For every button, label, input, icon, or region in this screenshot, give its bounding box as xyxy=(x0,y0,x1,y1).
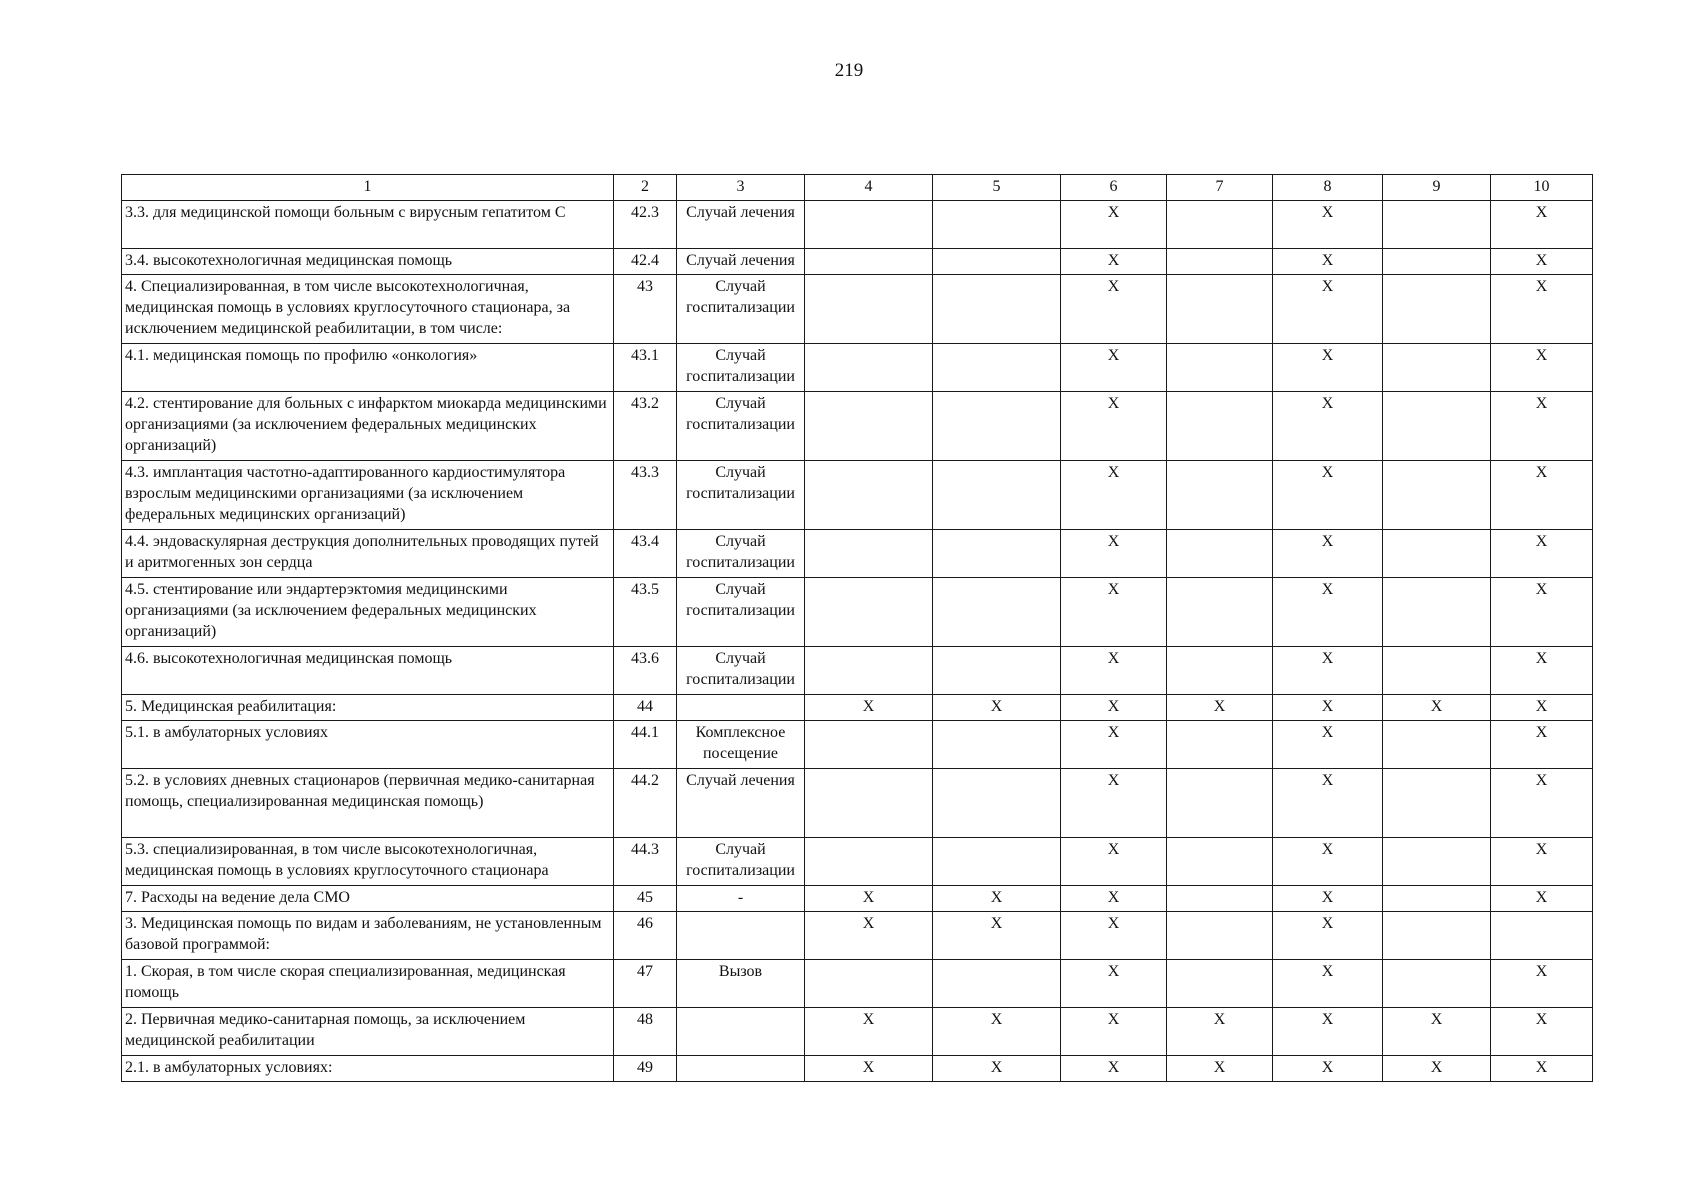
cell-col-4 xyxy=(805,275,933,344)
cell-col-4 xyxy=(805,578,933,647)
row-unit: Случай госпитализации xyxy=(677,275,805,344)
row-label: 5.1. в амбулаторных условиях xyxy=(122,721,614,769)
cell-col-6: X xyxy=(1061,578,1167,647)
cell-col-9: X xyxy=(1383,695,1491,721)
cell-col-5: X xyxy=(933,1008,1061,1056)
cell-col-10: X xyxy=(1491,1056,1593,1082)
column-header: 6 xyxy=(1061,175,1167,201)
row-label: 3.3. для медицинской помощи больным с вирусным гепатитом С xyxy=(122,201,614,249)
cell-col-10: X xyxy=(1491,886,1593,912)
row-code: 43 xyxy=(614,275,677,344)
row-code: 44 xyxy=(614,695,677,721)
row-unit xyxy=(677,695,805,721)
row-label: 4.2. стентирование для больных с инфарктом миокарда медицинскими организациями (за исключением федеральных медицинских организаций) xyxy=(122,392,614,461)
column-header: 2 xyxy=(614,175,677,201)
table-row xyxy=(122,960,1593,1008)
cell-col-9 xyxy=(1383,886,1491,912)
cell-col-8: X xyxy=(1273,912,1383,960)
row-code: 46 xyxy=(614,912,677,960)
cell-col-6: X xyxy=(1061,912,1167,960)
row-code: 44.2 xyxy=(614,769,677,838)
row-label: 4.6. высокотехнологичная медицинская помощь xyxy=(122,647,614,695)
table-row xyxy=(122,344,1593,392)
cell-col-8: X xyxy=(1273,695,1383,721)
table-row xyxy=(122,695,1593,721)
cell-col-6: X xyxy=(1061,392,1167,461)
row-label: 5.3. специализированная, в том числе высокотехнологичная, медицинская помощь в условиях круглосуточного стационара xyxy=(122,838,614,886)
cell-col-7: X xyxy=(1167,695,1273,721)
table-row xyxy=(122,530,1593,578)
table-row xyxy=(122,201,1593,249)
row-unit: Случай госпитализации xyxy=(677,647,805,695)
cell-col-6: X xyxy=(1061,344,1167,392)
row-label: 4.3. имплантация частотно-адаптированного кардиостимулятора взрослым медицинскими организациями (за исключением федеральных медицинских организаций) xyxy=(122,461,614,530)
row-code: 48 xyxy=(614,1008,677,1056)
cell-col-6: X xyxy=(1061,461,1167,530)
cell-col-8: X xyxy=(1273,886,1383,912)
cell-col-9 xyxy=(1383,275,1491,344)
cell-col-4 xyxy=(805,344,933,392)
cell-col-7 xyxy=(1167,960,1273,1008)
row-unit: Случай госпитализации xyxy=(677,344,805,392)
row-code: 45 xyxy=(614,886,677,912)
cell-col-6: X xyxy=(1061,647,1167,695)
cell-col-5 xyxy=(933,960,1061,1008)
cell-col-5: X xyxy=(933,1056,1061,1082)
row-code: 42.3 xyxy=(614,201,677,249)
row-unit: Случай госпитализации xyxy=(677,461,805,530)
table-row xyxy=(122,838,1593,886)
cell-col-8: X xyxy=(1273,721,1383,769)
cell-col-5 xyxy=(933,769,1061,838)
cell-col-4 xyxy=(805,392,933,461)
row-label: 4. Специализированная, в том числе высокотехнологичная, медицинская помощь в условиях круглосуточного стационара, за исключением медицинской реабилитации, в том числе: xyxy=(122,275,614,344)
row-label: 7. Расходы на ведение дела СМО xyxy=(122,886,614,912)
row-code: 49 xyxy=(614,1056,677,1082)
cell-col-5 xyxy=(933,647,1061,695)
cell-col-9 xyxy=(1383,769,1491,838)
cell-col-6: X xyxy=(1061,721,1167,769)
cell-col-6: X xyxy=(1061,530,1167,578)
row-unit xyxy=(677,1008,805,1056)
cell-col-5: X xyxy=(933,886,1061,912)
row-unit: Случай лечения xyxy=(677,201,805,249)
cell-col-10: X xyxy=(1491,461,1593,530)
cell-col-5 xyxy=(933,721,1061,769)
cell-col-6: X xyxy=(1061,886,1167,912)
table-row xyxy=(122,578,1593,647)
cell-col-10: X xyxy=(1491,201,1593,249)
cell-col-5 xyxy=(933,392,1061,461)
cell-col-4: X xyxy=(805,912,933,960)
cell-col-4 xyxy=(805,838,933,886)
cell-col-10: X xyxy=(1491,721,1593,769)
table-row xyxy=(122,912,1593,960)
cell-col-10: X xyxy=(1491,838,1593,886)
row-label: 3.4. высокотехнологичная медицинская помощь xyxy=(122,249,614,275)
cell-col-9 xyxy=(1383,647,1491,695)
cell-col-6: X xyxy=(1061,960,1167,1008)
row-unit: Комплексное посещение xyxy=(677,721,805,769)
column-header: 3 xyxy=(677,175,805,201)
cell-col-9: X xyxy=(1383,1056,1491,1082)
cell-col-7 xyxy=(1167,461,1273,530)
cell-col-9 xyxy=(1383,838,1491,886)
cell-col-8: X xyxy=(1273,647,1383,695)
cell-col-7 xyxy=(1167,344,1273,392)
row-code: 43.4 xyxy=(614,530,677,578)
table-row xyxy=(122,392,1593,461)
cell-col-10: X xyxy=(1491,344,1593,392)
page-number: 219 xyxy=(834,60,864,81)
row-code: 43.5 xyxy=(614,578,677,647)
cell-col-10: X xyxy=(1491,530,1593,578)
row-unit: - xyxy=(677,886,805,912)
cell-col-5 xyxy=(933,344,1061,392)
cell-col-8: X xyxy=(1273,275,1383,344)
cell-col-5 xyxy=(933,838,1061,886)
column-header: 5 xyxy=(933,175,1061,201)
row-label: 2. Первичная медико-санитарная помощь, за исключением медицинской реабилитации xyxy=(122,1008,614,1056)
cell-col-8: X xyxy=(1273,392,1383,461)
cell-col-10: X xyxy=(1491,695,1593,721)
row-code: 47 xyxy=(614,960,677,1008)
cell-col-8: X xyxy=(1273,838,1383,886)
cell-col-6: X xyxy=(1061,838,1167,886)
cell-col-7 xyxy=(1167,912,1273,960)
cell-col-4 xyxy=(805,769,933,838)
cell-col-10: X xyxy=(1491,578,1593,647)
cell-col-6: X xyxy=(1061,1056,1167,1082)
cell-col-7 xyxy=(1167,647,1273,695)
cell-col-9 xyxy=(1383,530,1491,578)
cell-col-10: X xyxy=(1491,647,1593,695)
column-header: 9 xyxy=(1383,175,1491,201)
cell-col-9 xyxy=(1383,461,1491,530)
cell-col-4 xyxy=(805,249,933,275)
column-header: 1 xyxy=(122,175,614,201)
table-row xyxy=(122,461,1593,530)
cell-col-10: X xyxy=(1491,249,1593,275)
cell-col-7 xyxy=(1167,392,1273,461)
cell-col-7: X xyxy=(1167,1008,1273,1056)
cell-col-7 xyxy=(1167,721,1273,769)
cell-col-6: X xyxy=(1061,695,1167,721)
table-header-row xyxy=(122,175,1593,201)
cell-col-5: X xyxy=(933,912,1061,960)
row-code: 43.2 xyxy=(614,392,677,461)
row-label: 4.5. стентирование или эндартерэктомия медицинскими организациями (за исключением федеральных медицинских организаций) xyxy=(122,578,614,647)
cell-col-5 xyxy=(933,578,1061,647)
cell-col-6: X xyxy=(1061,1008,1167,1056)
cell-col-7 xyxy=(1167,249,1273,275)
cell-col-8: X xyxy=(1273,201,1383,249)
cell-col-8: X xyxy=(1273,249,1383,275)
column-header: 8 xyxy=(1273,175,1383,201)
cell-col-6: X xyxy=(1061,249,1167,275)
cell-col-4 xyxy=(805,647,933,695)
cell-col-4: X xyxy=(805,1056,933,1082)
cell-col-9 xyxy=(1383,912,1491,960)
cell-col-4: X xyxy=(805,1008,933,1056)
row-code: 43.1 xyxy=(614,344,677,392)
table-row xyxy=(122,886,1593,912)
row-unit: Случай госпитализации xyxy=(677,838,805,886)
row-code: 42.4 xyxy=(614,249,677,275)
cell-col-9: X xyxy=(1383,1008,1491,1056)
table-row xyxy=(122,769,1593,838)
cell-col-9 xyxy=(1383,721,1491,769)
row-unit: Случай лечения xyxy=(677,769,805,838)
cell-col-7: X xyxy=(1167,1056,1273,1082)
cell-col-8: X xyxy=(1273,461,1383,530)
cell-col-8: X xyxy=(1273,1056,1383,1082)
table-row xyxy=(122,275,1593,344)
cell-col-7 xyxy=(1167,530,1273,578)
cell-col-6: X xyxy=(1061,275,1167,344)
row-unit xyxy=(677,1056,805,1082)
cell-col-7 xyxy=(1167,578,1273,647)
cell-col-4 xyxy=(805,201,933,249)
cell-col-5 xyxy=(933,249,1061,275)
row-unit: Случай лечения xyxy=(677,249,805,275)
row-unit: Случай госпитализации xyxy=(677,392,805,461)
cell-col-10: X xyxy=(1491,392,1593,461)
cell-col-8: X xyxy=(1273,344,1383,392)
cell-col-7 xyxy=(1167,769,1273,838)
cell-col-8: X xyxy=(1273,1008,1383,1056)
cell-col-10: X xyxy=(1491,1008,1593,1056)
cell-col-8: X xyxy=(1273,960,1383,1008)
cell-col-4 xyxy=(805,960,933,1008)
row-code: 43.6 xyxy=(614,647,677,695)
cell-col-10: X xyxy=(1491,960,1593,1008)
row-code: 43.3 xyxy=(614,461,677,530)
cell-col-9 xyxy=(1383,392,1491,461)
cell-col-5 xyxy=(933,530,1061,578)
cell-col-7 xyxy=(1167,886,1273,912)
row-unit xyxy=(677,912,805,960)
cell-col-9 xyxy=(1383,249,1491,275)
table-row xyxy=(122,249,1593,275)
cell-col-5 xyxy=(933,201,1061,249)
cell-col-8: X xyxy=(1273,530,1383,578)
table-row xyxy=(122,1056,1593,1082)
table-row xyxy=(122,721,1593,769)
row-label: 5.2. в условиях дневных стационаров (первичная медико-санитарная помощь, специализированная медицинская помощь) xyxy=(122,769,614,838)
cell-col-6: X xyxy=(1061,201,1167,249)
row-label: 4.4. эндоваскулярная деструкция дополнительных проводящих путей и аритмогенных зон сердца xyxy=(122,530,614,578)
column-header: 4 xyxy=(805,175,933,201)
row-label: 1. Скорая, в том числе скорая специализированная, медицинская помощь xyxy=(122,960,614,1008)
cell-col-5: X xyxy=(933,695,1061,721)
cell-col-4 xyxy=(805,530,933,578)
row-label: 3. Медицинская помощь по видам и заболеваниям, не установленным базовой программой: xyxy=(122,912,614,960)
cell-col-7 xyxy=(1167,838,1273,886)
cell-col-9 xyxy=(1383,960,1491,1008)
cell-col-5 xyxy=(933,275,1061,344)
cell-col-7 xyxy=(1167,201,1273,249)
column-header: 7 xyxy=(1167,175,1273,201)
cell-col-4 xyxy=(805,461,933,530)
data-table xyxy=(121,174,1593,1082)
table-row xyxy=(122,647,1593,695)
cell-col-9 xyxy=(1383,578,1491,647)
cell-col-10 xyxy=(1491,912,1593,960)
row-code: 44.1 xyxy=(614,721,677,769)
row-unit: Вызов xyxy=(677,960,805,1008)
column-header: 10 xyxy=(1491,175,1593,201)
row-label: 5. Медицинская реабилитация: xyxy=(122,695,614,721)
cell-col-8: X xyxy=(1273,769,1383,838)
row-unit: Случай госпитализации xyxy=(677,530,805,578)
cell-col-9 xyxy=(1383,344,1491,392)
cell-col-4: X xyxy=(805,886,933,912)
cell-col-6: X xyxy=(1061,769,1167,838)
cell-col-9 xyxy=(1383,201,1491,249)
cell-col-7 xyxy=(1167,275,1273,344)
row-code: 44.3 xyxy=(614,838,677,886)
table-body xyxy=(122,175,1593,1082)
row-label: 2.1. в амбулаторных условиях: xyxy=(122,1056,614,1082)
cell-col-5 xyxy=(933,461,1061,530)
cell-col-10: X xyxy=(1491,275,1593,344)
cell-col-8: X xyxy=(1273,578,1383,647)
row-unit: Случай госпитализации xyxy=(677,578,805,647)
cell-col-4: X xyxy=(805,695,933,721)
table-row xyxy=(122,1008,1593,1056)
row-label: 4.1. медицинская помощь по профилю «онкология» xyxy=(122,344,614,392)
cell-col-4 xyxy=(805,721,933,769)
cell-col-10: X xyxy=(1491,769,1593,838)
